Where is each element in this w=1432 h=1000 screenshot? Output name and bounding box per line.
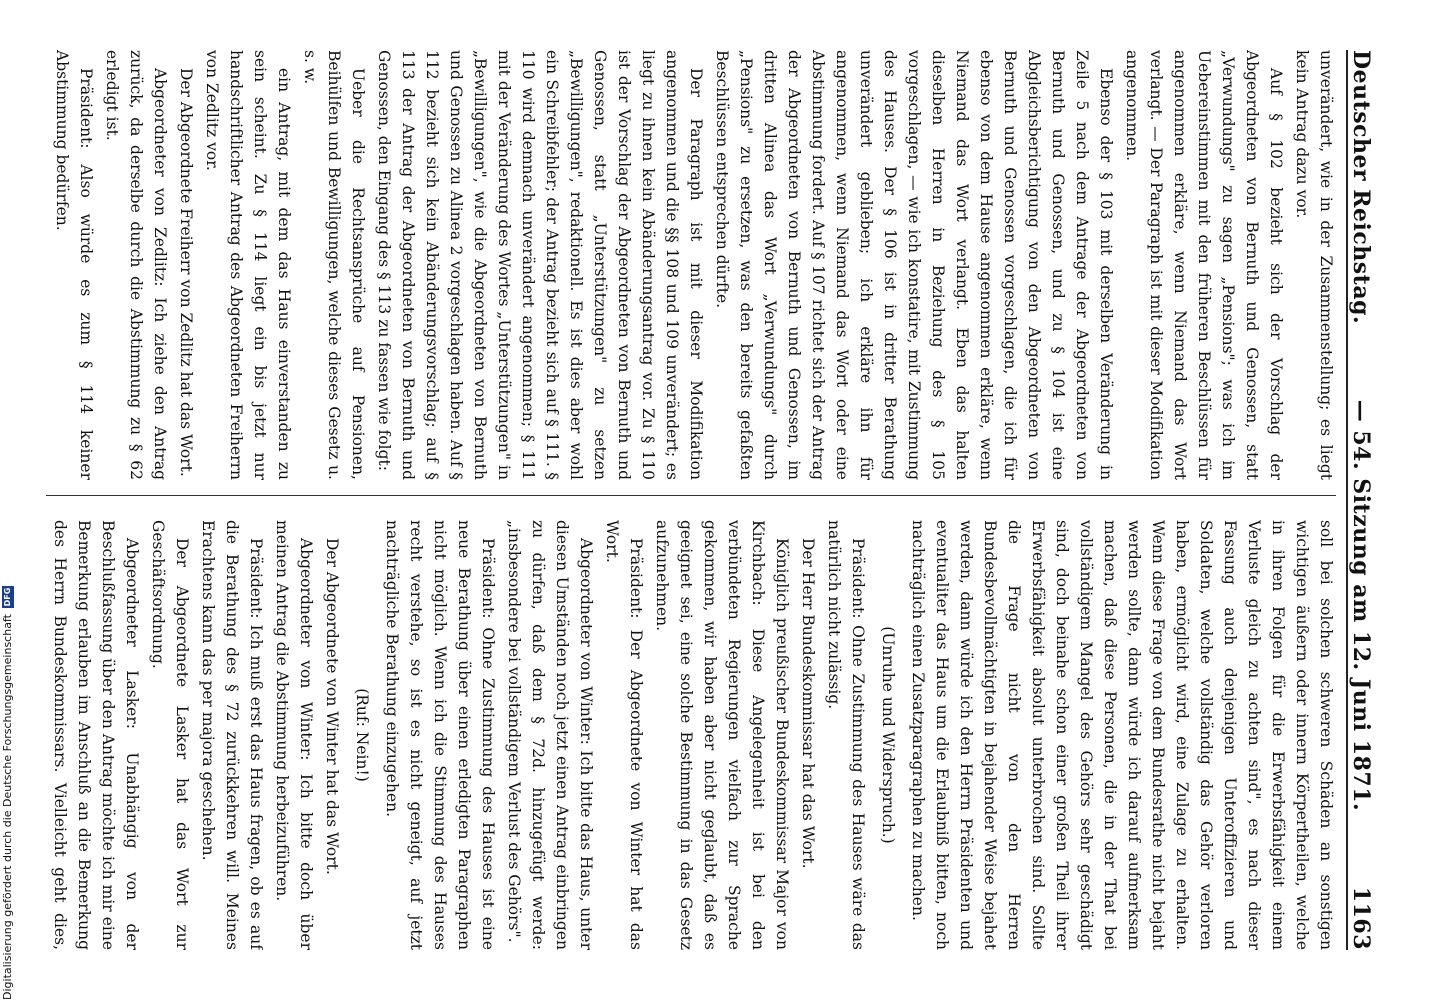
paragraph: Auf § 102 bezieht sich der Vorschlag der Abgeordneten von Bernuth und Genossen, statt „Verwundungs" zu sagen „Pensions"; was ich im Uebereinstimmen mit den früheren Beschlüssen für angenommen erkläre, wenn Niemand das Wort verlangt. — Der Paragraph ist mit dieser Modifikation angenommen. (1123, 50, 1285, 480)
column-divider (46, 495, 1336, 496)
paragraph: Präsident: Ohne Zustimmung des Hauses wäre das natürlich nicht zulässig. (825, 520, 867, 950)
digitization-note (0, 580, 16, 1000)
paragraph: Präsident: Ich muß erst das Haus fragen, ob es auf die Berathung des § 72 zurückkehren will. Meines Erachtens kann das per majora geschehen. (199, 520, 265, 950)
paragraph: ein Antrag, mit dem das Haus einverstanden zu sein scheint. Zu § 114 liegt ein bis jetzt nur handschriftlicher Antrag des Abgeordneten Freiherrn von Zedlitz vor. (203, 50, 293, 480)
paragraph: Präsident: Der Abgeordnete von Winter hat das Wort. (603, 520, 645, 950)
paragraph: Ebenso der § 103 mit derselben Veränderung in Zeile 5 nach dem Antrage der Abgeordneten von Bernuth und Genossen, und zu § 104 ist eine Abgleichsberichtigung von den Abgeordneten von Bernuth und Genossen vorgeschlagen, die ich für ebenso von dem Hause angenommen erkläre, wenn Niemand das Wort verlangt. Eben das halten dieselben Herren in Beziehung des § 105 vorgeschlagen, — wie ich konstatire, mit Zustimmung des Hauses. Der § 106 ist in dritter Berathung unverändert geblieben; ich erkläre ihn für angenommen, wenn Niemand das Wort oder eine Abstimmung fordert. Auf § 107 richtet sich der Antrag der Abgeordneten von Bernuth und Genossen, im dritten Alinea das Wort „Verwundungs" durch „Pensions" zu ersetzen, was den bereits gefaßten Beschlüssen entsprechen dürfte. (713, 50, 1115, 480)
digitization-note-text: Digitalisierung gefördert durch die Deutsche Forschungsgemeinschaft (1, 614, 14, 1000)
paragraph: Abgeordneter von Winter: Ich bitte das Haus, unter diesen Umständen noch jetzt einen Antrag einbringen zu dürfen, daß dem § 72d. hinzugefügt werde: „insbesondere bei vollständigem Verlust des Gehörs". (505, 520, 595, 950)
digitization-sidebar (0, 0, 16, 1000)
paragraph: unverändert, wie in der Zusammenstellung; es liegt kein Antrag dazu vor. (1293, 50, 1335, 480)
paragraph: (Unruhe und Widerspruch.) (879, 626, 897, 844)
paragraph: (Ruf: Nein!) (353, 688, 371, 782)
paragraph: Der Paragraph ist mit dieser Modifikation angenommen und die §§ 108 und 109 unverändert; es liegt zu ihnen kein Abänderungsantrag vor. Zu § 110 ist der Vorschlag der Abgeordneten von Bernuth und Genossen, statt „Unterstützungen" zu setzen „Bewilligungen", redaktionell. Es ist dies aber wohl ein Schreibfehler; der Antrag bezieht sich auf § 111. § 110 wird demnach unverändert angenommen; § 111 mit der Veränderung des Wortes „Unterstützungen" in „Bewilligungen", wie die Abgeordneten von Bernuth und Genossen zu Alinea 2 vorgeschlagen haben. Auf § 112 bezieht sich kein Abänderungsvorschlag; auf § 113 der Antrag der Abgeordneten von Bernuth und Genossen, den Eingang des § 113 zu fassen wie folgt: (375, 50, 705, 480)
left-text-column (48, 50, 1338, 480)
header-session: — 54. Sitzung am 12. Juni 1871. (1348, 399, 1374, 812)
paragraph: Abgeordneter Lasker: Unabhängig von der Beschlußfassung über den Antrag möchte ich mir eine Bemerkung erlauben im Anschluß an die Bemerkung des Herrn Bundeskommissars. Vielleicht geht dies, (51, 520, 141, 950)
paragraph: Abgeordneter von Zedlitz: Ich ziehe den Antrag zurück, da derselbe durch die Abstimmung zu § 62 erledigt ist. (103, 50, 169, 480)
paragraph: Der Abgeordnete Lasker hat das Wort zur Geschäftsordnung. (149, 520, 191, 950)
paragraph: Präsident: Ohne Zustimmung des Hauses ist eine neue Berathung über einen erledigten Paragraphen nicht möglich. Wenn ich die Stimmung des Hauses recht verstehe, so ist es nicht geneigt, auf jetzt nachträgliche Berathung einzugehen. (383, 520, 497, 950)
paragraph: Abgeordneter von Winter: Ich bitte doch über meinen Antrag die Abstimmung herbeizuführen. (273, 520, 315, 950)
paragraph: Königlich preußischer Bundeskommissar Major von Kirchbach: Diese Angelegenheit ist bei den verbündeten Regierungen vielfach zur Sprache gekommen, wir haben aber nicht geglaubt, daß es geeignet sei, eine solche Bestimmung in das Gesetz aufzunehmen. (653, 520, 791, 950)
paragraph: Der Herr Bundeskommissar hat das Wort. (799, 538, 817, 869)
scanned-page (16, 0, 1416, 1000)
page-number: 1163 (1348, 886, 1374, 950)
page-header (1346, 50, 1398, 950)
paragraph: Präsident: Also würde es zum § 114 keiner Abstimmung bedürfen. (53, 50, 95, 480)
dfg-logo: DFG (3, 587, 12, 607)
paragraph: Der Abgeordnete Freiherr von Zedlitz hat das Wort. (177, 68, 195, 477)
paragraph: Ueber die Rechtsansprüche auf Pensionen, Beihülfen und Bewilligungen, welche dieses Gesetz u. s. w. (301, 50, 367, 480)
paragraph: Der Abgeordnete von Winter hat das Wort. (323, 538, 341, 875)
right-text-column (48, 520, 1338, 950)
paragraph: soll bei solchen schweren Schäden an sonstigen wichtigen äußern oder innern Körpertheilen, welche in ihren Folgen für die Erwerbsfähigkeit einem Verluste gleich zu achten sind", es nach dieser Fassung auch denjenigen Unteroffizieren und Soldaten, welche vollständig das Gehör verloren haben, ermöglicht wird, eine Zulage zu erhalten. Wenn diese Frage von dem Bundesrathe nicht bejaht werden sollte, dann würde ich darauf aufmerksam machen, daß diese Personen, die in der That bei vollständigem Mangel des Gehörs sehr geschädigt sind, doch beinahe schon einer großen Theil ihrer Erwerbsfähigkeit absolut unterbrochen sind. Sollte die Frage nicht von den Herren Bundesbevollmächtigten in bejahender Weise bejahet werden, dann würde ich den Herrn Präsidenten und eventualiter das Haus um die Erlaubniß bitten, noch nachträglich einen Zusatzparagraphen zu machen. (909, 520, 1335, 950)
header-publication: Deutscher Reichstag. (1348, 50, 1374, 325)
